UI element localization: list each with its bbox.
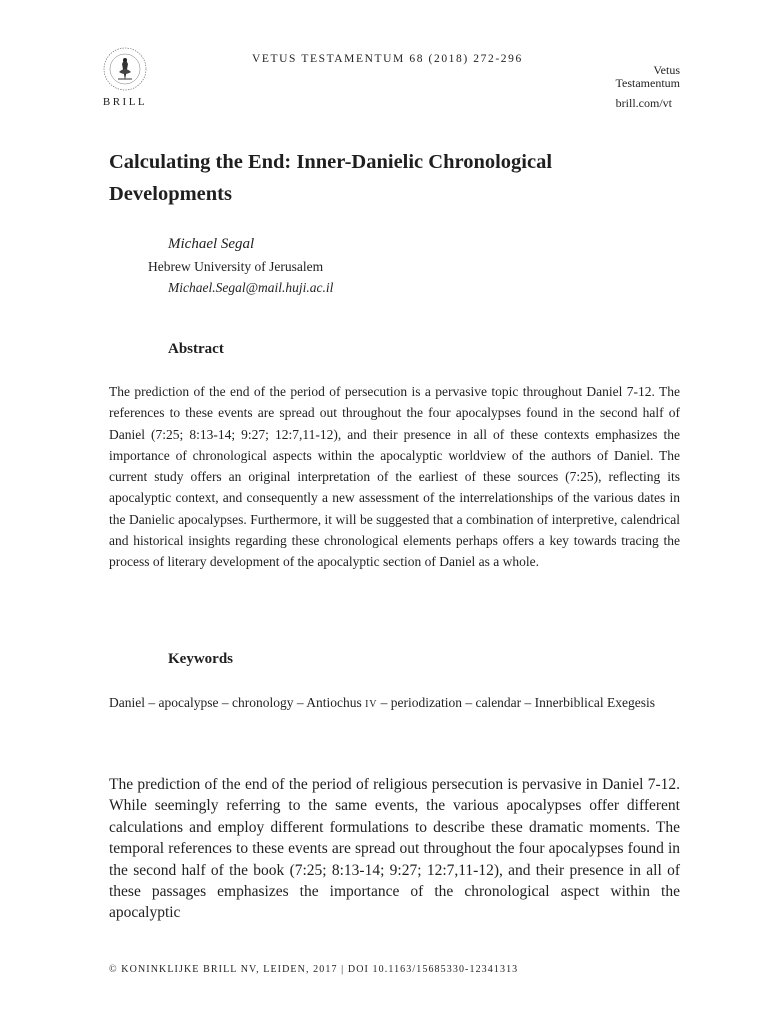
keywords-numeral: IV [365,699,378,710]
journal-name-line1: Vetus [653,63,680,77]
keywords-heading: Keywords [168,651,233,667]
author-name: Michael Segal [168,236,255,252]
abstract-text: The prediction of the end of the period of persecution is a pervasive topic throughout Daniel 7-12. The references to these events are spread out throughout the four apocalypses found in the second half of Daniel (7:25; 8:13-14; 9:27; 12:7,11-12), and their presence in all of these contexts emphasizes the importance of chronological aspects within the apocalyptic worldview of the authors of Daniel. The current study offers an original interpretation of the earliest of these sources (7:25), reflecting its apocalyptic context, and consequently a new assessment of the interrelationships of the various dates in the Danielic apocalypses. Furthermore, it will be suggested that a combination of interpretive, calendrical and historical insights regarding these chronological elements perhaps offers a key towards tracing the process of literary development of the apocalyptic section of Daniel as a whole. [109,384,680,570]
journal-name-line2: Testamentum [615,76,680,90]
body-paragraph: The prediction of the end of the period of religious persecution is pervasive in Daniel 7-12. While seemingly referring to the same events, the various apocalypses offer different calculations and employ different formulations to describe these dramatic moments. The temporal references to these events are spread out throughout the four apocalypses found in the second half of the book (7:25; 8:13-14; 9:27; 12:7,11-12), and their presence in all of these passages emphasizes the importance of the chronological aspect within the apocalyptic [109,776,680,922]
keywords-part2: – periodization – calendar – Innerbiblical Exegesis [377,695,656,710]
publisher-name: BRILL [102,96,148,108]
copyright-footer: © KONINKLIJKE BRILL NV, LEIDEN, 2017 | DOI 10.1163/15685330-12341313 [109,964,519,975]
keywords-part1: Daniel – apocalypse – chronology – Antiochus [109,695,366,710]
journal-url-link[interactable]: brill.com/vt [615,96,672,110]
article-title-line1: Calculating the End: Inner-Danielic Chronological [109,151,553,173]
article-title-line2: Developments [109,183,232,205]
author-email-link[interactable]: Michael.Segal@mail.huji.ac.il [168,280,334,295]
brill-seal-icon [102,46,148,92]
journal-name [560,64,680,90]
author-affiliation: Hebrew University of Jerusalem [148,259,324,274]
journal-citation: VETUS TESTAMENTUM 68 (2018) 272-296 [252,53,523,65]
article-title [109,146,689,210]
abstract-heading: Abstract [168,341,224,357]
keywords-text [109,692,680,715]
publisher-logo [96,46,160,114]
